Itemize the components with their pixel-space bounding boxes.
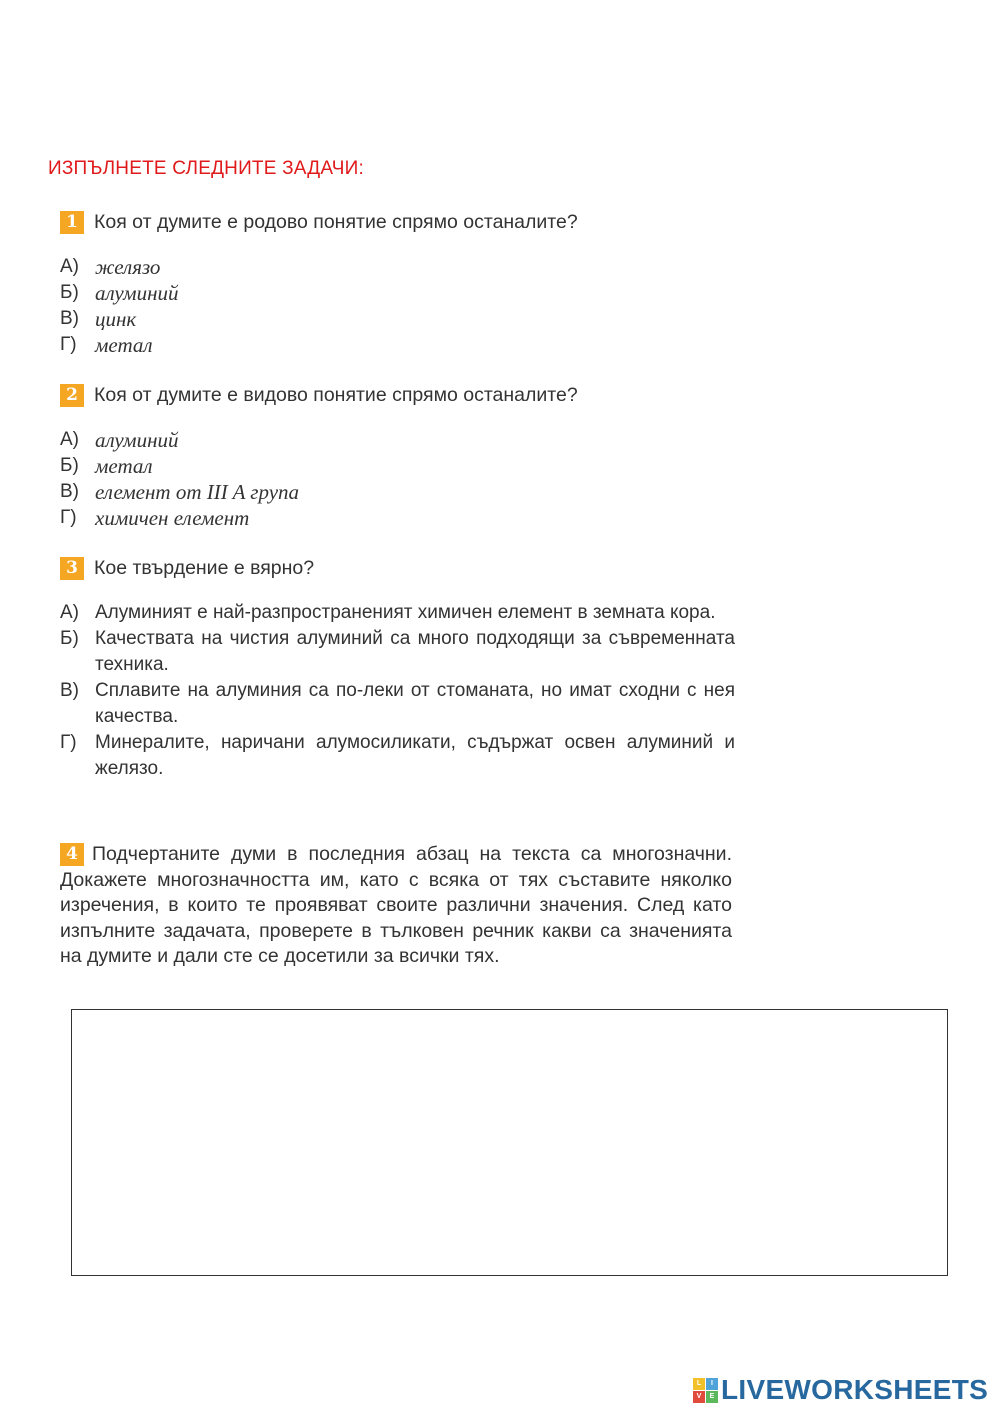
option-letter: В)	[60, 308, 79, 329]
logo-tile: L	[693, 1378, 705, 1390]
brand-name: LIVEWORKSHEETS	[721, 1374, 989, 1405]
question-2	[60, 384, 578, 407]
question-text: Коя от думите е видово понятие спрямо останалите?	[94, 384, 578, 406]
option-letter: Б)	[60, 282, 79, 303]
question-2-options	[60, 427, 299, 531]
option-letter: В)	[60, 481, 79, 502]
option-c[interactable]	[60, 479, 299, 505]
option-text: метал	[95, 332, 153, 357]
option-letter: Г)	[60, 732, 77, 753]
option-text: елемент от III A група	[95, 479, 300, 504]
option-d[interactable]	[60, 332, 179, 358]
question-1	[60, 211, 578, 234]
option-c[interactable]	[60, 678, 735, 730]
logo-tile: E	[706, 1391, 718, 1403]
option-text: алуминий	[95, 280, 179, 305]
question-3-options	[60, 600, 735, 782]
option-letter: Г)	[60, 334, 77, 355]
option-b[interactable]	[60, 453, 299, 479]
question-number-badge: 1	[60, 211, 84, 234]
option-text: Качествата на чистия алуминий са много подходящи за съвременната техника.	[95, 628, 735, 675]
option-letter: Б)	[60, 455, 79, 476]
option-letter: Б)	[60, 628, 79, 649]
answer-textbox[interactable]	[71, 1009, 948, 1276]
option-text: Минералите, наричани алумосиликати, съдържат освен алуминий и желязо.	[95, 732, 735, 779]
page-heading: ИЗПЪЛНЕТЕ СЛЕДНИТЕ ЗАДАЧИ:	[48, 158, 364, 179]
option-text: алуминий	[95, 427, 179, 452]
option-b[interactable]	[60, 280, 179, 306]
option-d[interactable]	[60, 730, 735, 782]
question-text: Коя от думите е родово понятие спрямо останалите?	[94, 211, 578, 233]
option-text: цинк	[95, 306, 137, 331]
option-letter: А)	[60, 429, 79, 450]
question-3	[60, 557, 314, 580]
option-a[interactable]	[60, 254, 179, 280]
option-letter: А)	[60, 256, 79, 277]
option-a[interactable]	[60, 427, 299, 453]
question-number-badge: 2	[60, 384, 84, 407]
question-text: Подчертаните думи в последния абзац на текста са многозначни. Докажете многозначността им, като с всяка от тях съставите няколко изречения, в които те проявяват своите различни значения. След като изпълните задачата, проверете в тълковен речник какви са значенията на думите и дали сте се досетили за всички тях.	[60, 843, 732, 967]
option-text: желязо	[95, 254, 161, 279]
question-text: Кое твърдение е вярно?	[94, 557, 315, 579]
question-number-badge: 3	[60, 557, 84, 580]
option-b[interactable]	[60, 626, 735, 678]
option-text: метал	[95, 453, 153, 478]
option-d[interactable]	[60, 505, 299, 531]
option-letter: В)	[60, 680, 79, 701]
liveworksheets-logo-icon	[693, 1378, 718, 1403]
option-text: Алуминият е най-разпространеният химичен елемент в земната кора.	[95, 602, 716, 623]
question-number-badge: 4	[60, 843, 84, 866]
option-a[interactable]	[60, 600, 735, 626]
option-letter: Г)	[60, 507, 77, 528]
question-4	[60, 842, 732, 970]
liveworksheets-logo	[693, 1374, 988, 1406]
option-text: химичен елемент	[95, 505, 250, 530]
option-text: Сплавите на алуминия са по-леки от стоманата, но имат сходни с нея качества.	[95, 680, 735, 727]
option-letter: А)	[60, 602, 79, 623]
option-c[interactable]	[60, 306, 179, 332]
question-1-options	[60, 254, 179, 358]
logo-tile: V	[693, 1391, 705, 1403]
logo-tile: I	[706, 1378, 718, 1390]
